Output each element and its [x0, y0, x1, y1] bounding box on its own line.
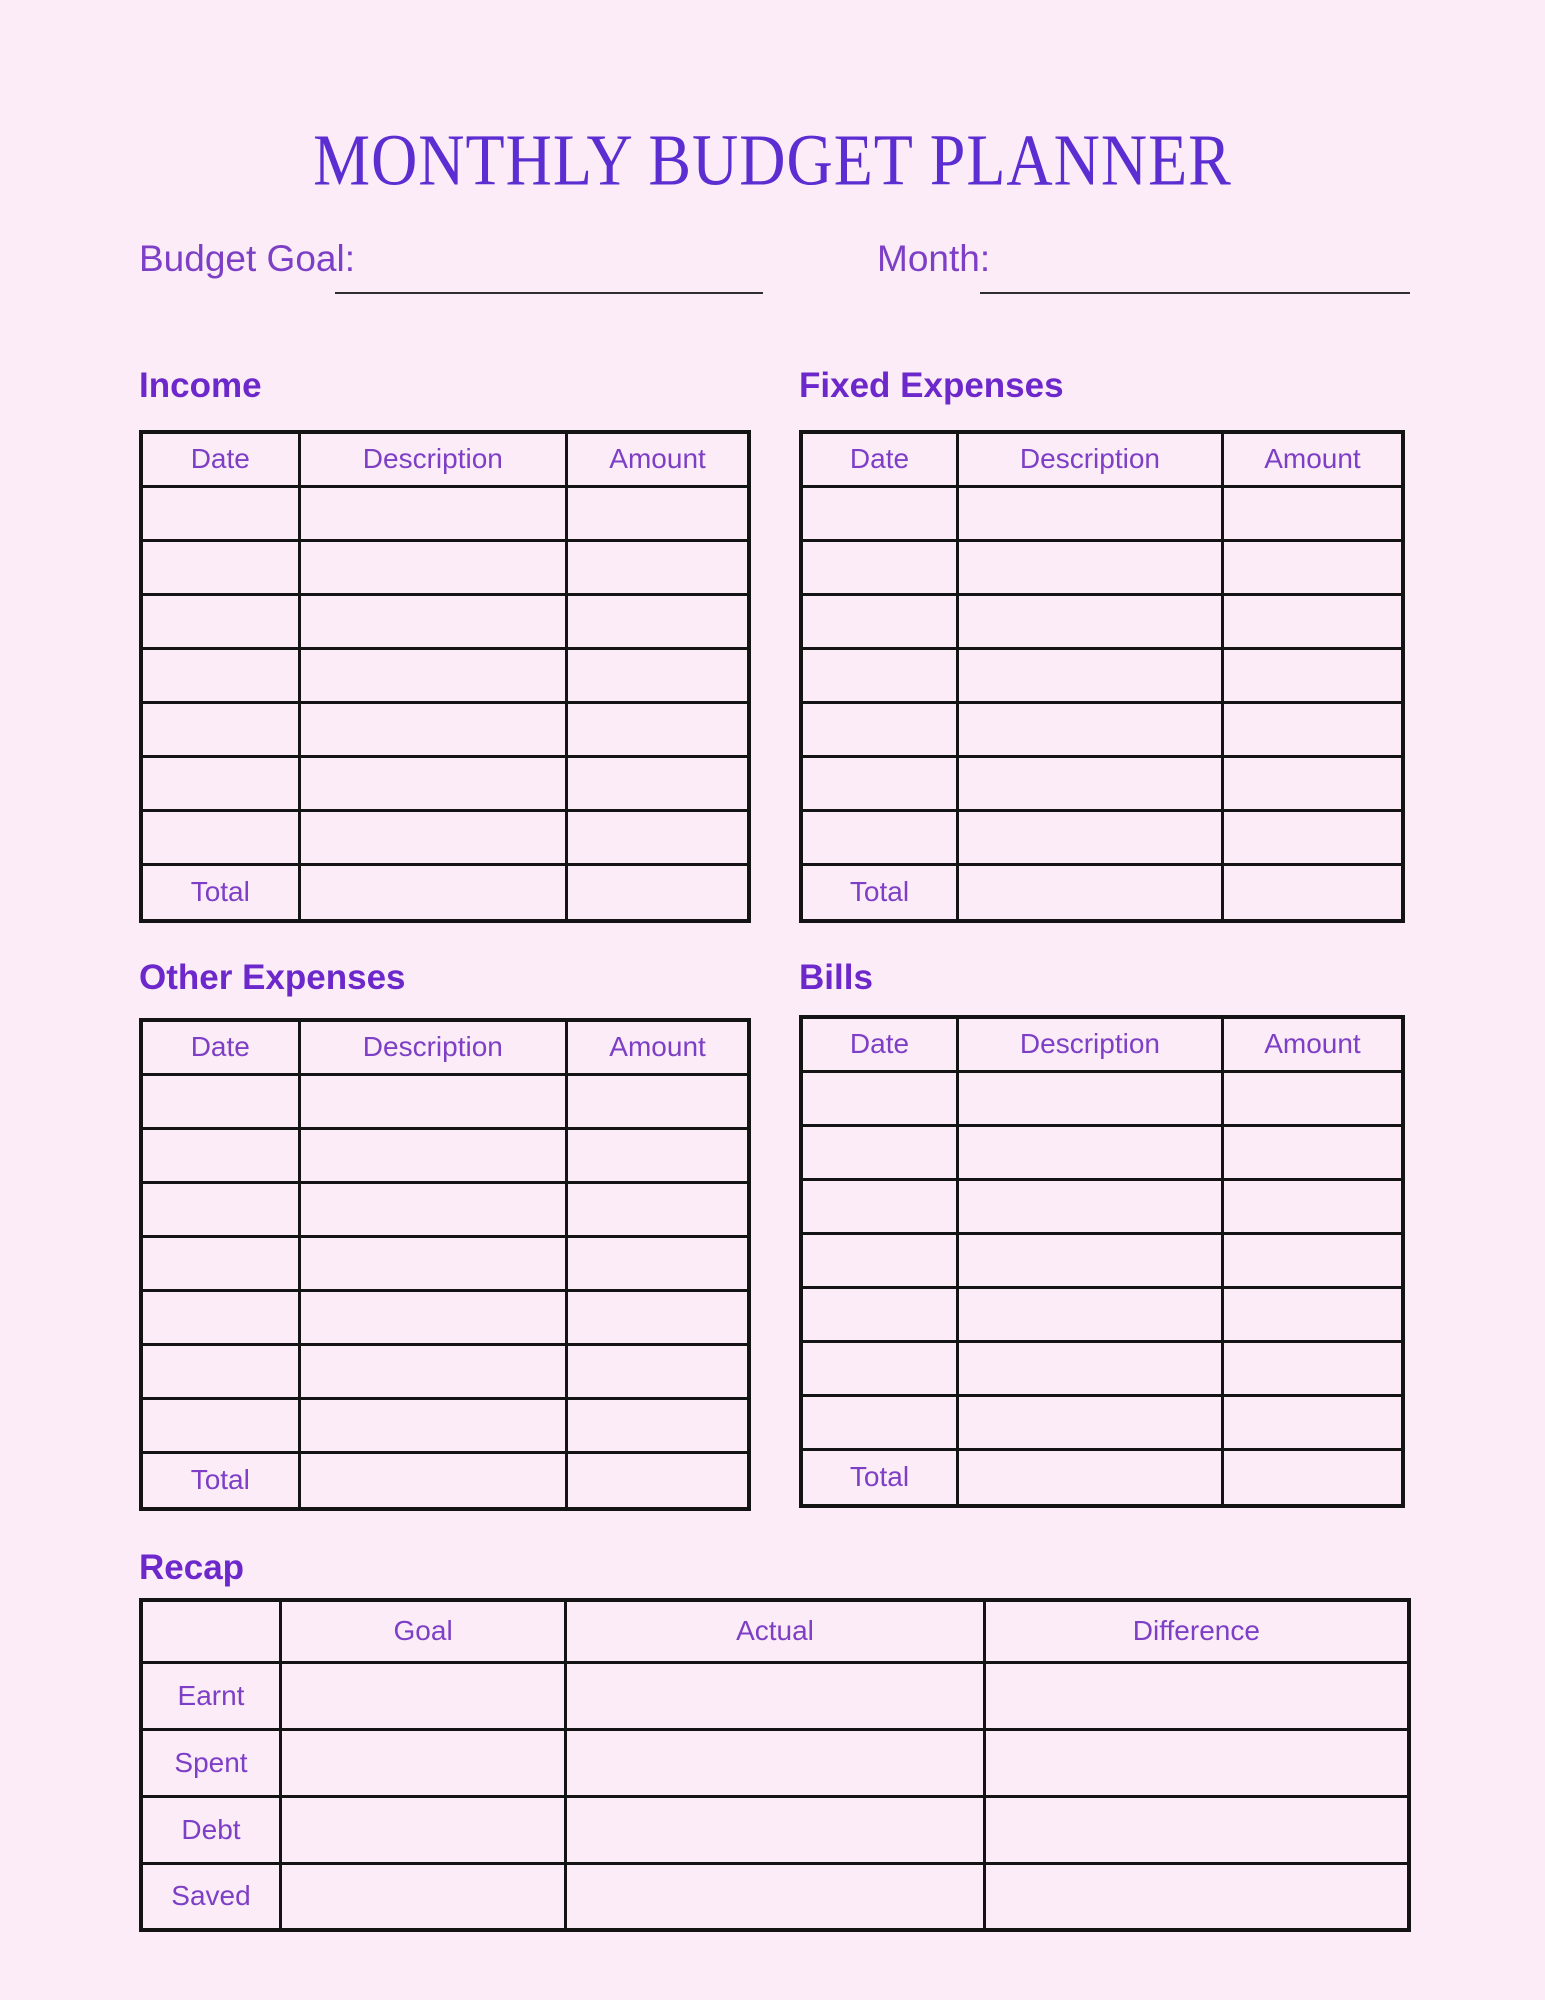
income-empty-cell[interactable]: [141, 648, 299, 702]
table-row: [141, 1344, 749, 1398]
other-expenses-empty-cell[interactable]: [299, 1074, 567, 1128]
other-expenses-empty-cell[interactable]: [141, 1236, 299, 1290]
income-empty-cell[interactable]: [141, 486, 299, 540]
column-header-date: Date: [801, 1017, 958, 1071]
table-row: [141, 594, 749, 648]
other-expenses-empty-cell[interactable]: [299, 1236, 567, 1290]
income-empty-cell[interactable]: [141, 594, 299, 648]
header-row: [141, 432, 749, 486]
bills-empty-cell[interactable]: [958, 1287, 1223, 1341]
other-expenses-empty-cell[interactable]: [567, 1344, 749, 1398]
other-expenses-empty-cell[interactable]: [299, 1128, 567, 1182]
month-label: Month:: [877, 238, 991, 279]
header-row: [141, 1020, 749, 1074]
other-expenses-empty-cell[interactable]: [141, 1074, 299, 1128]
total-label: Total: [141, 864, 299, 921]
recap-empty-cell[interactable]: [280, 1729, 565, 1796]
income-empty-cell[interactable]: [299, 540, 567, 594]
recap-empty-cell[interactable]: [984, 1729, 1409, 1796]
total-label: Total: [801, 1449, 958, 1506]
recap-column-header-goal: Goal: [280, 1600, 565, 1662]
recap-empty-cell[interactable]: [566, 1796, 984, 1863]
other-expenses-empty-cell[interactable]: [299, 1182, 567, 1236]
bills-total-value-cell[interactable]: [1222, 1449, 1403, 1506]
income-empty-cell[interactable]: [567, 486, 749, 540]
month-input-line[interactable]: [980, 292, 1410, 294]
bills-empty-cell[interactable]: [958, 1395, 1223, 1449]
fixed-expenses-empty-cell[interactable]: [1222, 756, 1403, 810]
other-expenses-empty-cell[interactable]: [567, 1182, 749, 1236]
other-expenses-table: [139, 1018, 751, 1511]
other-expenses-empty-cell[interactable]: [299, 1398, 567, 1452]
table-row: [801, 648, 1403, 702]
income-empty-cell[interactable]: [141, 540, 299, 594]
income-empty-cell[interactable]: [299, 810, 567, 864]
income-empty-cell[interactable]: [141, 756, 299, 810]
other-expenses-empty-cell[interactable]: [567, 1074, 749, 1128]
column-header-description: Description: [299, 1020, 567, 1074]
fixed-expenses-empty-cell[interactable]: [1222, 702, 1403, 756]
recap-empty-cell[interactable]: [984, 1796, 1409, 1863]
bills-empty-cell[interactable]: [801, 1341, 958, 1395]
recap-row-label: Debt: [141, 1796, 280, 1863]
recap-empty-cell[interactable]: [566, 1729, 984, 1796]
income-total-value-cell[interactable]: [567, 864, 749, 921]
other-expenses-empty-cell[interactable]: [299, 1344, 567, 1398]
total-label: Total: [141, 1452, 299, 1509]
column-header-amount: Amount: [567, 1020, 749, 1074]
other-expenses-empty-cell[interactable]: [567, 1398, 749, 1452]
fixed-expenses-empty-cell[interactable]: [1222, 594, 1403, 648]
recap-column-header-difference: Difference: [984, 1600, 1409, 1662]
section-heading-recap: Recap: [139, 1548, 245, 1587]
table-row: [141, 810, 749, 864]
bills-empty-cell[interactable]: [1222, 1287, 1403, 1341]
income-empty-cell[interactable]: [567, 540, 749, 594]
fixed-expenses-empty-cell[interactable]: [1222, 810, 1403, 864]
column-header-amount: Amount: [567, 432, 749, 486]
bills-empty-cell[interactable]: [1222, 1071, 1403, 1125]
recap-row-label: Spent: [141, 1729, 280, 1796]
income-empty-cell[interactable]: [141, 810, 299, 864]
column-header-description: Description: [299, 432, 567, 486]
other-expenses-empty-cell[interactable]: [299, 1290, 567, 1344]
income-empty-cell[interactable]: [567, 594, 749, 648]
fixed-expenses-empty-cell[interactable]: [801, 702, 958, 756]
recap-row-debt: [141, 1796, 1409, 1863]
recap-empty-cell[interactable]: [984, 1662, 1409, 1729]
table-row: [141, 1290, 749, 1344]
fixed-expenses-empty-cell[interactable]: [958, 756, 1223, 810]
table-row: [801, 702, 1403, 756]
recap-row-earnt: [141, 1662, 1409, 1729]
column-header-date: Date: [801, 432, 958, 486]
recap-empty-cell[interactable]: [280, 1662, 565, 1729]
income-empty-cell[interactable]: [567, 648, 749, 702]
income-empty-cell[interactable]: [299, 702, 567, 756]
table-row: [141, 486, 749, 540]
bills-empty-cell[interactable]: [1222, 1179, 1403, 1233]
table-row: [801, 540, 1403, 594]
table-row: [141, 702, 749, 756]
fixed-expenses-empty-cell[interactable]: [801, 648, 958, 702]
bills-empty-cell[interactable]: [958, 1071, 1223, 1125]
table-row: [801, 594, 1403, 648]
header-row: [801, 432, 1403, 486]
table-row: [141, 1128, 749, 1182]
column-header-amount: Amount: [1222, 1017, 1403, 1071]
other-expenses-empty-cell[interactable]: [141, 1344, 299, 1398]
section-heading-bills: Bills: [799, 958, 873, 997]
bills-empty-cell[interactable]: [1222, 1233, 1403, 1287]
fixed-expenses-empty-cell[interactable]: [801, 594, 958, 648]
bills-empty-cell[interactable]: [801, 1179, 958, 1233]
fixed-expenses-empty-cell[interactable]: [958, 594, 1223, 648]
table-row: [801, 1233, 1403, 1287]
section-heading-fixed-expenses: Fixed Expenses: [799, 366, 1064, 405]
table-row: [141, 1182, 749, 1236]
recap-corner-cell: [141, 1600, 280, 1662]
recap-row-label: Saved: [141, 1863, 280, 1930]
table-row: [141, 756, 749, 810]
bills-empty-cell[interactable]: [801, 1233, 958, 1287]
bills-empty-cell[interactable]: [1222, 1341, 1403, 1395]
total-row: [801, 1449, 1403, 1506]
table-row: [141, 540, 749, 594]
fixed-expenses-empty-cell[interactable]: [1222, 486, 1403, 540]
section-heading-income: Income: [139, 366, 262, 405]
table-row: [141, 648, 749, 702]
income-empty-cell[interactable]: [299, 594, 567, 648]
bills-empty-cell[interactable]: [958, 1179, 1223, 1233]
income-empty-cell[interactable]: [141, 702, 299, 756]
bills-empty-cell[interactable]: [1222, 1125, 1403, 1179]
table-row: [801, 486, 1403, 540]
recap-header-row: [141, 1600, 1409, 1662]
table-row: [801, 1179, 1403, 1233]
fixed-expenses-table: [799, 430, 1405, 923]
table-row: [801, 756, 1403, 810]
fixed-expenses-empty-cell[interactable]: [958, 810, 1223, 864]
other-expenses-empty-cell[interactable]: [141, 1128, 299, 1182]
fixed-expenses-total-value-cell[interactable]: [958, 864, 1223, 921]
fixed-expenses-empty-cell[interactable]: [1222, 648, 1403, 702]
recap-empty-cell[interactable]: [566, 1662, 984, 1729]
recap-row-label: Earnt: [141, 1662, 280, 1729]
table-row: [141, 1074, 749, 1128]
income-table: [139, 430, 751, 923]
recap-table: [139, 1598, 1411, 1932]
column-header-amount: Amount: [1222, 432, 1403, 486]
table-row: [801, 810, 1403, 864]
fixed-expenses-empty-cell[interactable]: [801, 756, 958, 810]
bills-empty-cell[interactable]: [958, 1233, 1223, 1287]
total-row: [141, 864, 749, 921]
other-expenses-empty-cell[interactable]: [141, 1290, 299, 1344]
income-empty-cell[interactable]: [299, 756, 567, 810]
table-row: [801, 1395, 1403, 1449]
other-expenses-empty-cell[interactable]: [567, 1290, 749, 1344]
fixed-expenses-empty-cell[interactable]: [801, 810, 958, 864]
other-expenses-empty-cell[interactable]: [141, 1182, 299, 1236]
bills-empty-cell[interactable]: [1222, 1395, 1403, 1449]
fixed-expenses-empty-cell[interactable]: [958, 702, 1223, 756]
income-empty-cell[interactable]: [567, 702, 749, 756]
budget-goal-label: Budget Goal:: [139, 238, 355, 279]
fixed-expenses-total-value-cell[interactable]: [1222, 864, 1403, 921]
bills-empty-cell[interactable]: [801, 1125, 958, 1179]
budget-goal-input-line[interactable]: [335, 292, 763, 294]
bills-empty-cell[interactable]: [801, 1287, 958, 1341]
total-row: [801, 864, 1403, 921]
other-expenses-empty-cell[interactable]: [567, 1236, 749, 1290]
fixed-expenses-empty-cell[interactable]: [958, 540, 1223, 594]
recap-empty-cell[interactable]: [984, 1863, 1409, 1930]
other-expenses-total-value-cell[interactable]: [567, 1452, 749, 1509]
income-empty-cell[interactable]: [567, 810, 749, 864]
income-empty-cell[interactable]: [299, 486, 567, 540]
fixed-expenses-empty-cell[interactable]: [801, 486, 958, 540]
table-row: [141, 1236, 749, 1290]
table-row: [801, 1287, 1403, 1341]
table-row: [141, 1398, 749, 1452]
column-header-description: Description: [958, 432, 1223, 486]
income-empty-cell[interactable]: [567, 756, 749, 810]
bills-empty-cell[interactable]: [958, 1341, 1223, 1395]
other-expenses-empty-cell[interactable]: [567, 1128, 749, 1182]
fixed-expenses-empty-cell[interactable]: [958, 648, 1223, 702]
other-expenses-total-value-cell[interactable]: [299, 1452, 567, 1509]
recap-row-spent: [141, 1729, 1409, 1796]
bills-total-value-cell[interactable]: [958, 1449, 1223, 1506]
income-total-value-cell[interactable]: [299, 864, 567, 921]
bills-empty-cell[interactable]: [958, 1125, 1223, 1179]
recap-row-saved: [141, 1863, 1409, 1930]
recap-empty-cell[interactable]: [566, 1863, 984, 1930]
income-empty-cell[interactable]: [299, 648, 567, 702]
fixed-expenses-empty-cell[interactable]: [801, 540, 958, 594]
table-row: [801, 1071, 1403, 1125]
table-row: [801, 1125, 1403, 1179]
fixed-expenses-empty-cell[interactable]: [958, 486, 1223, 540]
header-row: [801, 1017, 1403, 1071]
total-label: Total: [801, 864, 958, 921]
recap-column-header-actual: Actual: [566, 1600, 984, 1662]
section-heading-other-expenses: Other Expenses: [139, 958, 406, 997]
recap-empty-cell[interactable]: [280, 1796, 565, 1863]
total-row: [141, 1452, 749, 1509]
column-header-date: Date: [141, 1020, 299, 1074]
fixed-expenses-empty-cell[interactable]: [1222, 540, 1403, 594]
column-header-description: Description: [958, 1017, 1223, 1071]
bills-table: [799, 1015, 1405, 1508]
page-title: MONTHLY BUDGET PLANNER: [313, 119, 1232, 201]
column-header-date: Date: [141, 432, 299, 486]
bills-empty-cell[interactable]: [801, 1395, 958, 1449]
table-row: [801, 1341, 1403, 1395]
recap-empty-cell[interactable]: [280, 1863, 565, 1930]
bills-empty-cell[interactable]: [801, 1071, 958, 1125]
other-expenses-empty-cell[interactable]: [141, 1398, 299, 1452]
